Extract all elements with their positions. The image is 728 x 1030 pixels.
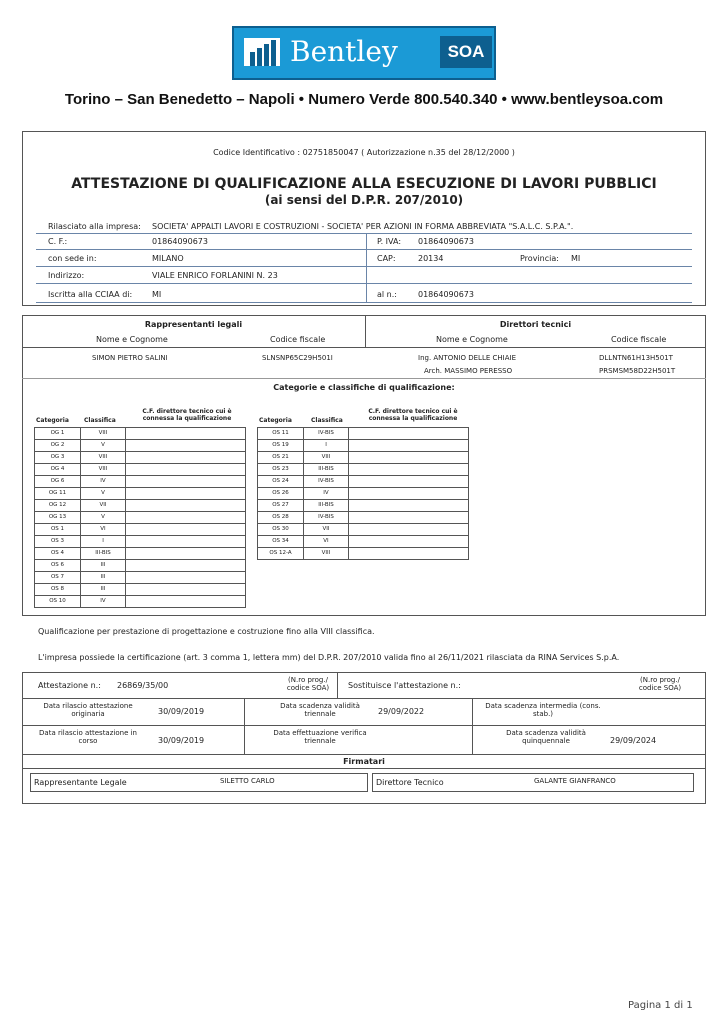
table-row	[35, 440, 246, 452]
aln-value: 01864090673	[418, 290, 474, 299]
classifica-cell: III-BIS	[304, 464, 349, 476]
piva-value: 01864090673	[418, 237, 474, 246]
cf-direttore-cell	[126, 584, 246, 596]
categoria-cell: OS 1	[35, 524, 81, 536]
cap-value: 20134	[418, 254, 444, 263]
col-classifica: Classifica	[311, 417, 343, 424]
cf-direttore-cell	[126, 476, 246, 488]
table-row	[258, 452, 469, 464]
cf-direttore-cell	[349, 476, 469, 488]
cf-direttore-cell	[349, 500, 469, 512]
sostituisce-label: Sostituisce l'attestazione n.:	[348, 681, 461, 690]
classifica-cell: VIII	[304, 452, 349, 464]
dir-tecnico-value: GALANTE GIANFRANCO	[534, 777, 616, 785]
rep-cf: SLNSNP65C29H501I	[262, 354, 333, 362]
classifica-cell: III	[81, 584, 126, 596]
table-row	[258, 428, 469, 440]
cf-value: 01864090673	[152, 237, 208, 246]
table-row	[35, 500, 246, 512]
classifica-cell: IV	[81, 596, 126, 608]
cf-direttore-cell	[349, 488, 469, 500]
cf-direttore-cell	[126, 524, 246, 536]
categories-table-left	[34, 427, 246, 608]
categoria-cell: OG 11	[35, 488, 81, 500]
table-row	[35, 512, 246, 524]
classifica-cell: VII	[304, 524, 349, 536]
col-classifica: Classifica	[84, 417, 116, 424]
classifica-cell: I	[304, 440, 349, 452]
cf-direttore-cell	[126, 572, 246, 584]
contacts-line: Torino – San Benedetto – Napoli • Numero Verde 800.540.340 • www.bentleysoa.com	[64, 91, 664, 108]
col-categoria: Categoria	[36, 417, 69, 424]
classifica-cell: IV-BIS	[304, 476, 349, 488]
indirizzo-value: VIALE ENRICO FORLANINI N. 23	[152, 271, 278, 280]
cf-direttore-cell	[126, 560, 246, 572]
dir-header: Direttori tecnici	[499, 320, 572, 329]
classifica-cell: III	[81, 560, 126, 572]
cf-direttore-cell	[126, 452, 246, 464]
table-row	[258, 536, 469, 548]
certificate-title: ATTESTAZIONE DI QUALIFICAZIONE ALLA ESECUZIONE DI LAVORI PUBBLICI	[71, 176, 657, 192]
categoria-cell: OS 6	[35, 560, 81, 572]
cf-direttore-cell	[349, 440, 469, 452]
scad-trien-value: 29/09/2022	[378, 707, 425, 716]
cf-direttore-cell	[349, 536, 469, 548]
firmatari-title: Firmatari	[343, 757, 385, 766]
rilascio-corso-value: 30/09/2019	[158, 736, 205, 745]
dir-cf-col: Codice fiscale	[611, 335, 667, 344]
table-row	[35, 596, 246, 608]
classifica-cell: V	[81, 512, 126, 524]
categoria-cell: OG 12	[35, 500, 81, 512]
nro-prog: (N.ro prog./ codice SOA)	[286, 676, 330, 692]
verifica-label: Data effettuazione verifica triennale	[273, 729, 367, 745]
rep-legale-value: SILETTO CARLO	[220, 777, 275, 785]
table-row	[258, 488, 469, 500]
cf-direttore-cell	[126, 428, 246, 440]
logo-soa: SOA	[440, 36, 492, 68]
table-row	[258, 548, 469, 560]
provincia-value: MI	[571, 254, 581, 263]
cf-direttore-cell	[349, 428, 469, 440]
categoria-cell: OS 4	[35, 548, 81, 560]
rep-name-col: Nome e Cognome	[96, 335, 168, 344]
table-row	[35, 560, 246, 572]
cf-direttore-cell	[349, 524, 469, 536]
page-number: Pagina 1 di 1	[628, 1000, 693, 1011]
sede-value: MILANO	[152, 254, 184, 263]
provincia-label: Provincia:	[520, 254, 559, 263]
certificate-subtitle: (ai sensi del D.P.R. 207/2010)	[264, 193, 464, 207]
classifica-cell: VII	[81, 500, 126, 512]
dir-name-col: Nome e Cognome	[436, 335, 508, 344]
classifica-cell: I	[81, 536, 126, 548]
cf-direttore-cell	[126, 536, 246, 548]
scad-interm-label: Data scadenza intermedia (cons. stab.)	[485, 702, 601, 718]
categoria-cell: OS 23	[258, 464, 304, 476]
cf-direttore-cell	[349, 452, 469, 464]
classifica-cell: V	[81, 488, 126, 500]
categoria-cell: OS 10	[35, 596, 81, 608]
categoria-cell: OG 6	[35, 476, 81, 488]
cf-direttore-cell	[349, 464, 469, 476]
dir-cf: DLLNTN61H13H501T	[599, 354, 673, 362]
note-certificazione: L'impresa possiede la certificazione (art. 3 comma 1, lettera mm) del D.P.R. 207/2010 valida fino al 26/11/2021 rilasciata da RINA Services S.p.A.	[38, 653, 620, 662]
classifica-cell: III	[81, 572, 126, 584]
classifica-cell: III-BIS	[81, 548, 126, 560]
scad-quinq-label: Data scadenza validità quinquennale	[506, 729, 586, 745]
cciaa-label: Iscritta alla CCIAA di:	[48, 290, 133, 299]
aln-label: al n.:	[377, 290, 397, 299]
categoria-cell: OG 2	[35, 440, 81, 452]
table-row	[35, 584, 246, 596]
logo-name: Bentley	[290, 35, 398, 68]
classifica-cell: VIII	[81, 428, 126, 440]
sede-label: con sede in:	[48, 254, 97, 263]
table-row	[258, 512, 469, 524]
cf-direttore-cell	[349, 548, 469, 560]
table-row	[258, 524, 469, 536]
scad-quinq-value: 29/09/2024	[610, 736, 657, 745]
categoria-cell: OS 28	[258, 512, 304, 524]
rep-legale-label: Rappresentante Legale	[34, 778, 127, 787]
impresa-label: Rilasciato alla impresa:	[48, 222, 141, 231]
classifica-cell: V	[81, 440, 126, 452]
categories-table-right	[257, 427, 469, 560]
categoria-cell: OS 26	[258, 488, 304, 500]
classifica-cell: IV-BIS	[304, 428, 349, 440]
table-row	[35, 488, 246, 500]
cf-direttore-cell	[349, 512, 469, 524]
table-row	[258, 500, 469, 512]
cf-direttore-cell	[126, 548, 246, 560]
cf-direttore-cell	[126, 440, 246, 452]
col-categoria: Categoria	[259, 417, 292, 424]
col-cf: C.F. direttore tecnico cui è connessa la qualificazione	[142, 408, 232, 422]
classifica-cell: IV-BIS	[304, 512, 349, 524]
categoria-cell: OG 3	[35, 452, 81, 464]
categoria-cell: OS 19	[258, 440, 304, 452]
table-row	[35, 536, 246, 548]
table-row	[35, 548, 246, 560]
classifica-cell: VIII	[81, 452, 126, 464]
categoria-cell: OS 34	[258, 536, 304, 548]
classifica-cell: IV	[304, 488, 349, 500]
cf-direttore-cell	[126, 488, 246, 500]
categoria-cell: OG 13	[35, 512, 81, 524]
indirizzo-label: Indirizzo:	[48, 271, 85, 280]
rep-name: SIMON PIETRO SALINI	[92, 354, 168, 362]
classifica-cell: VI	[304, 536, 349, 548]
table-row	[35, 572, 246, 584]
cf-label: C. F.:	[48, 237, 68, 246]
categoria-cell: OG 4	[35, 464, 81, 476]
rep-header: Rappresentanti legali	[144, 320, 243, 329]
table-row	[35, 452, 246, 464]
categoria-cell: OS 8	[35, 584, 81, 596]
col-cf: C.F. direttore tecnico cui è connessa la qualificazione	[368, 408, 458, 422]
table-row	[35, 476, 246, 488]
cf-direttore-cell	[126, 596, 246, 608]
classifica-cell: VIII	[304, 548, 349, 560]
cf-direttore-cell	[126, 464, 246, 476]
classifica-cell: IV	[81, 476, 126, 488]
categoria-cell: OS 7	[35, 572, 81, 584]
dir-name: Arch. MASSIMO PERESSO	[424, 367, 513, 375]
attestazione-label: Attestazione n.:	[38, 681, 101, 690]
table-row	[35, 524, 246, 536]
categoria-cell: OS 3	[35, 536, 81, 548]
table-row	[258, 440, 469, 452]
categoria-cell: OS 11	[258, 428, 304, 440]
certificate-box	[22, 131, 706, 306]
cap-label: CAP:	[377, 254, 396, 263]
categories-title: Categorie e classifiche di qualificazione:	[273, 383, 455, 392]
rilascio-corso-label: Data rilascio attestazione in corso	[39, 729, 137, 745]
table-row	[258, 476, 469, 488]
rilascio-orig-value: 30/09/2019	[158, 707, 205, 716]
dir-cf: PRSMSM58D22H501T	[599, 367, 676, 375]
rep-cf-col: Codice fiscale	[270, 335, 326, 344]
attestazione-value: 26869/35/00	[117, 681, 169, 690]
table-row	[35, 464, 246, 476]
codice-line: Codice Identificativo : 02751850047 ( Autorizzazione n.35 del 28/12/2000 )	[213, 148, 515, 157]
categoria-cell: OG 1	[35, 428, 81, 440]
categoria-cell: OS 21	[258, 452, 304, 464]
nro-prog: (N.ro prog./ codice SOA)	[638, 676, 682, 692]
logo-mark-icon	[244, 38, 280, 66]
rilascio-orig-label: Data rilascio attestazione originaria	[43, 702, 133, 718]
cf-direttore-cell	[126, 512, 246, 524]
note-progettazione: Qualificazione per prestazione di progettazione e costruzione fino alla VIII classifica.	[38, 627, 375, 636]
dir-name: Ing. ANTONIO DELLE CHIAIE	[418, 354, 516, 362]
scad-trien-label: Data scadenza validità triennale	[280, 702, 360, 718]
impresa-value: SOCIETA' APPALTI LAVORI E COSTRUZIONI - SOCIETA' PER AZIONI IN FORMA ABBREVIATA "S.A.L.C. S.P.A.".	[152, 222, 574, 231]
dir-tecnico-label: Direttore Tecnico	[376, 778, 444, 787]
cciaa-value: MI	[152, 290, 162, 299]
table-row	[35, 428, 246, 440]
piva-label: P. IVA:	[377, 237, 402, 246]
categoria-cell: OS 30	[258, 524, 304, 536]
categoria-cell: OS 12-A	[258, 548, 304, 560]
classifica-cell: VIII	[81, 464, 126, 476]
categoria-cell: OS 24	[258, 476, 304, 488]
categoria-cell: OS 27	[258, 500, 304, 512]
classifica-cell: III-BIS	[304, 500, 349, 512]
table-row	[258, 464, 469, 476]
classifica-cell: VI	[81, 524, 126, 536]
cf-direttore-cell	[126, 500, 246, 512]
